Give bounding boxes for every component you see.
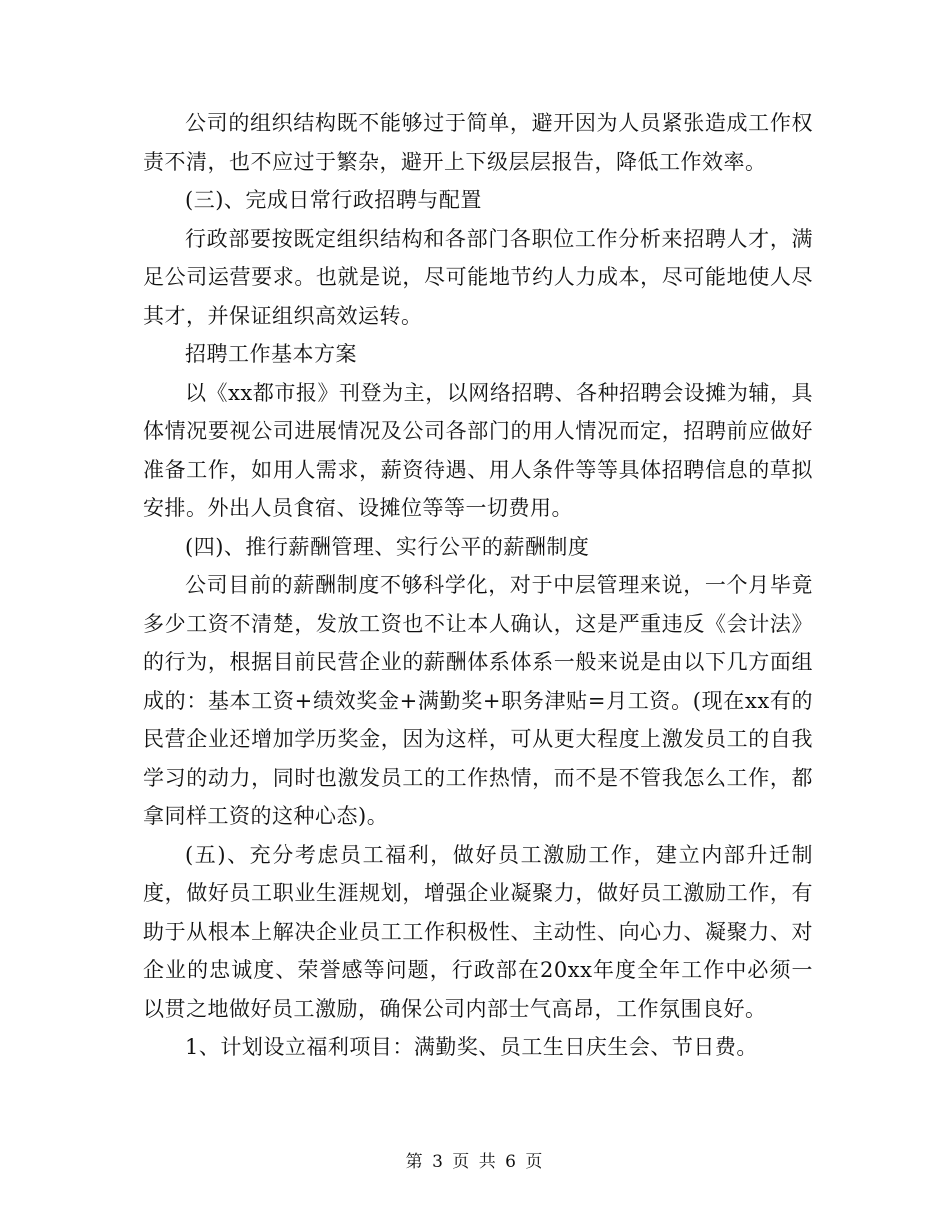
paragraph-org-structure: 公司的组织结构既不能够过于简单，避开因为人员紧张造成工作权责不清，也不应过于繁杂，避开上下级层层报告，降低工作效率。 [143,111,813,174]
heading-section-3: (三)、完成日常行政招聘与配置 [185,188,482,212]
heading-section-5: (五)、充分考虑员工福利，做好员工激励工作，建立内部升迁制度，做好员工职业生涯规划，增强企业凝聚力，做好员工激励工作，有助于从根本上解决企业员工工作积极性、主动性、向心力、凝聚力、对企业的忠诚度、荣誉感等问题，行政部在20xx年度全年工作中必须一以贯之地做好员工激励，确保公司内部士气高昂，工作氛围良好。 [143,842,813,1021]
heading-recruitment-plan: 招聘工作基本方案 [185,342,357,366]
paragraph-recruitment-plan: 以《xx都市报》刊登为主，以网络招聘、各种招聘会设摊为辅，具体情况要视公司进展情况及公司各部门的用人情况而定，招聘前应做好准备工作，如用人需求，薪资待遇、用人条件等等具体招聘信息的草拟安排。外出人员食宿、设摊位等等一切费用。 [143,380,813,520]
paragraph-welfare-items: 1、计划设立福利项目：满勤奖、员工生日庆生会、节日费。 [185,1035,758,1059]
paragraph-salary-system: 公司目前的薪酬制度不够科学化，对于中层管理来说，一个月毕竟多少工资不清楚，发放工资也不让本人确认，这是严重违反《会计法》的行为，根据目前民营企业的薪酬体系体系一般来说是由以下几方面组成的：基本工资+绩效奖金+满勤奖+职务津贴=月工资。(现在xx有的民营企业还增加学历奖金，因为这样，可从更大程度上激发员工的自我学习的动力，同时也激发员工的工作热情，而不是不管我怎么工作，都拿同样工资的这种心态)。 [143,573,813,828]
paragraph-recruitment: 行政部要按既定组织结构和各部门各职位工作分析来招聘人才，满足公司运营要求。也就是说，尽可能地节约人力成本，尽可能地使人尽其才，并保证组织高效运转。 [143,226,813,328]
page-footer: 第 3 页 共 6 页 [405,1152,545,1172]
heading-section-4: (四)、推行薪酬管理、实行公平的薪酬制度 [185,534,590,559]
document-body [143,104,813,1067]
